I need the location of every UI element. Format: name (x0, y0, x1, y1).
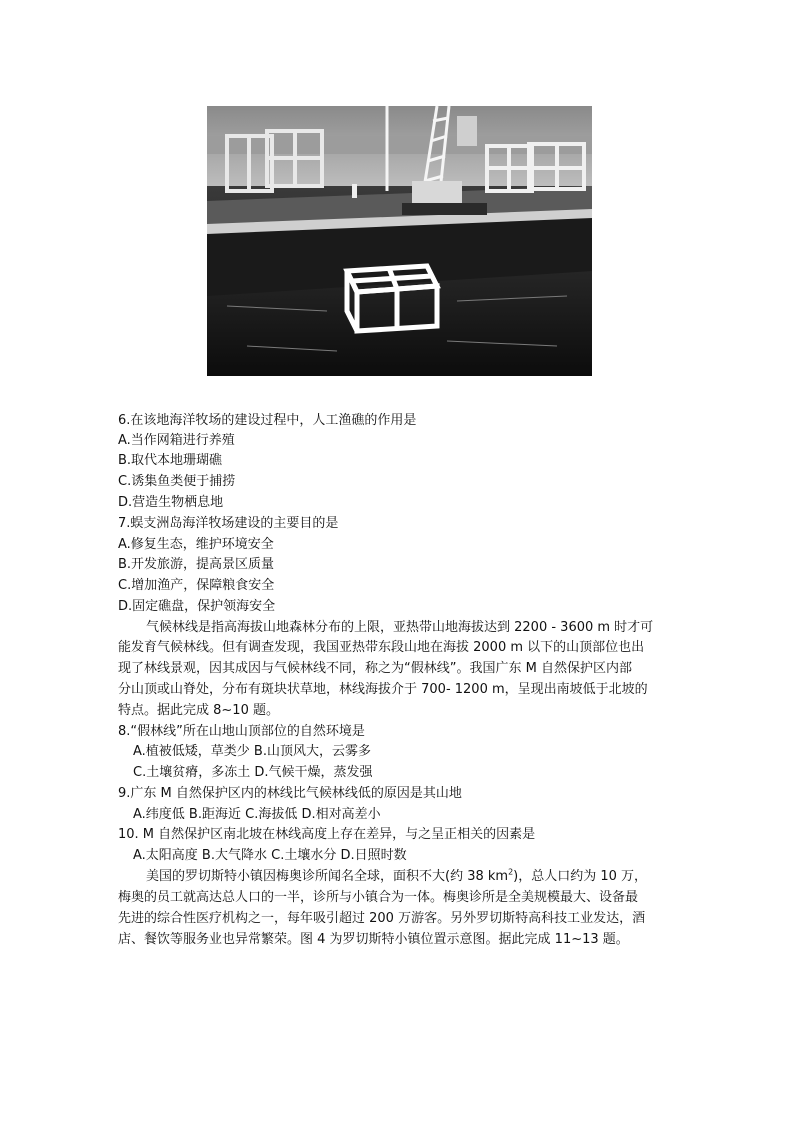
q7-stem: 7.蜈支洲岛海洋牧场建设的主要目的是 (118, 516, 339, 531)
q8-options-ab[interactable]: A.植被低矮，草类少 B.山顶风大，云雾多 (133, 744, 371, 759)
q7-option-b[interactable]: B.开发旅游，提高景区质量 (118, 557, 275, 572)
q10-stem: 10. M 自然保护区南北坡在林线高度上存在差异，与之呈正相关的因素是 (118, 827, 536, 842)
passage3-line1-b: )，总人口约为 10 万， (513, 869, 648, 884)
q6-option-c[interactable]: C.诱集鱼类便于捕捞 (118, 474, 236, 489)
passage2-line2: 能发育气候林线。但有调查发现，我国亚热带东段山地在海拔 2000 m 以下的山顶部位也出 (118, 640, 645, 655)
passage3-line2: 梅奥的员工就高达总人口的一半，诊所与小镇合为一体。梅奥诊所是全美规模最大、设备最 (118, 890, 639, 905)
passage3-line3: 先进的综合性医疗机构之一，每年吸引超过 200 万游客。另外罗切斯特高科技工业发达，酒 (118, 911, 646, 926)
passage3-line1 (146, 867, 683, 887)
q7-option-c[interactable]: C.增加渔产，保障粮食安全 (118, 578, 275, 593)
q8-stem: 8.“假林线”所在山地山顶部位的自然环境是 (118, 724, 365, 739)
q7-option-d[interactable]: D.固定礁盘，保护领海安全 (118, 599, 276, 614)
q7-option-a[interactable]: A.修复生态，维护环境安全 (118, 537, 274, 552)
q6-option-d[interactable]: D.营造生物栖息地 (118, 495, 224, 510)
q6-option-a[interactable]: A.当作网箱进行养殖 (118, 433, 235, 448)
q6-option-b[interactable]: B.取代本地珊瑚礁 (118, 453, 223, 468)
q9-stem: 9.广东 M 自然保护区内的林线比气候林线低的原因是其山地 (118, 786, 462, 801)
q9-options[interactable]: A.纬度低 B.距海近 C.海拔低 D.相对高差小 (133, 807, 381, 822)
passage3-line1-a: 美国的罗切斯特小镇因梅奥诊所闻名全球，面积不大(约 38 km (146, 869, 509, 884)
passage2-line1: 气候林线是指高海拔山地森林分布的上限，亚热带山地海拔达到 2200 - 3600 m 时才可 (146, 620, 654, 635)
passage2-line5: 特点。据此完成 8~10 题。 (118, 703, 279, 718)
q6-stem: 6.在该地海洋牧场的建设过程中，人工渔礁的作用是 (118, 413, 417, 428)
passage2-line3: 现了林线景观，因其成因与气候林线不同，称之为“假林线”。我国广东 M 自然保护区内部 (118, 661, 632, 676)
artificial-reef-photo (207, 106, 592, 376)
passage3-line1-sup: 2 (508, 867, 514, 877)
barge-crane-illustration (207, 106, 592, 376)
q10-options[interactable]: A.太阳高度 B.大气降水 C.土壤水分 D.日照时数 (133, 848, 407, 863)
passage2-line4: 分山顶或山脊处，分布有斑块状草地，林线海拔介于 700- 1200 m，呈现出南坡低于北坡的 (118, 682, 648, 697)
passage3-line4: 店、餐饮等服务业也异常繁荣。图 4 为罗切斯特小镇位置示意图。据此完成 11~13 题。 (118, 932, 629, 947)
q8-options-cd[interactable]: C.土壤贫瘠，多冻土 D.气候干燥，蒸发强 (133, 765, 373, 780)
